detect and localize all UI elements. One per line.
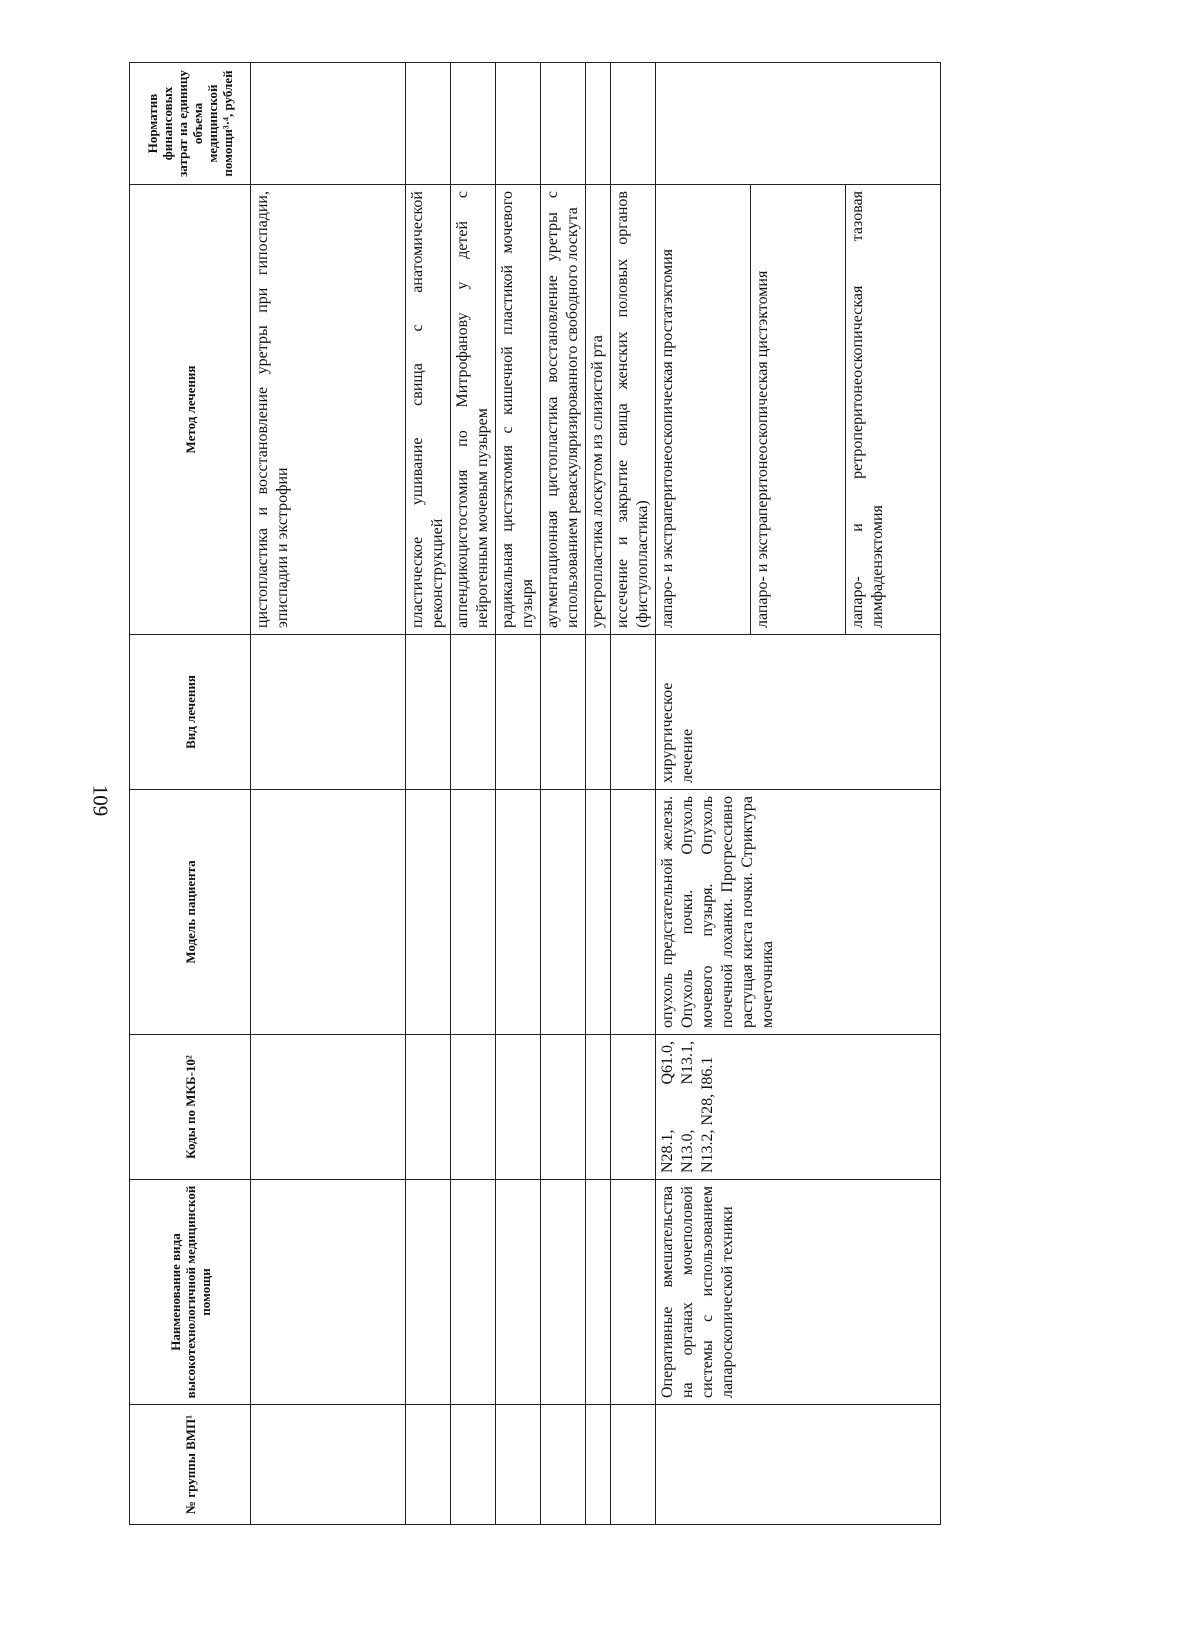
block-method: лапаро- и экстраперитонеоскопическая цистэктомия: [751, 185, 846, 635]
block-icd-codes: N28.1, Q61.0, N13.0, N13.1, N13.2, N28, I86.1: [656, 1035, 941, 1180]
rotated-table-container: [129, 63, 1051, 1525]
block-patient-model: опухоль предстательной железы. Опухоль почки. Опухоль мочевого пузыря. Опухоль почечной лоханки. Прогрессивно растущая киста почки. Стриктура мочеточника: [656, 790, 941, 1035]
block-method: лапаро- и ретроперитонеоскопическая тазовая лимфаденэктомия: [846, 185, 941, 635]
header-treatment-method: Метод лечения: [130, 185, 251, 635]
block-care-name: Оперативные вмешательства на органах мочеполовой системы с использованием лапароскопической техники: [656, 1180, 941, 1405]
cell-care-name: [251, 1180, 406, 1405]
page-number: 109: [88, 784, 113, 817]
cell-method: цистопластика и восстановление уретры при гипоспадии, эписпадии и экстрофии: [251, 185, 406, 635]
continuation-row: [496, 63, 541, 1525]
continuation-row: [406, 63, 451, 1525]
cell-icd-codes: [251, 1035, 406, 1180]
continuation-row: [451, 63, 496, 1525]
header-group: № группы ВМП¹: [130, 1405, 251, 1525]
block-row: [656, 63, 751, 1525]
cell-treatment-type: [251, 635, 406, 790]
cell-group: [251, 1405, 406, 1525]
cell-method: аппендикоцистостомия по Митрофанову у детей с нейрогенным мочевым пузырем: [451, 185, 496, 635]
header-icd-codes: Коды по МКБ-10²: [130, 1035, 251, 1180]
cell-patient-model: [251, 790, 406, 1035]
cell-method: уретропластика лоскутом из слизистой рта: [586, 185, 611, 635]
header-treatment-type: Вид лечения: [130, 635, 251, 790]
block-group: [656, 1405, 941, 1525]
cell-method: пластическое ушивание свища с анатомической реконструкцией: [406, 185, 451, 635]
cell-method: иссечение и закрытие свища женских половых органов (фистулопластика): [611, 185, 656, 635]
vmp-table: [129, 62, 941, 1525]
block-method: лапаро- и экстраперитонеоскопическая простатэктомия: [656, 185, 751, 635]
continuation-row: [611, 63, 656, 1525]
header-care-name: Наименование вида высокотехнологичной медицинской помощи: [130, 1180, 251, 1405]
header-patient-model: Модель пациента: [130, 790, 251, 1035]
continuation-row: [586, 63, 611, 1525]
block-treatment-type: хирургическое лечение: [656, 635, 941, 790]
cell-method: радикальная цистэктомия с кишечной пластикой мочевого пузыря: [496, 185, 541, 635]
header-cost-norm: Норматив финансовых затрат на единицу объема медицинской помощи³·⁴, рублей: [130, 63, 251, 185]
header-row: [130, 63, 251, 1525]
block-cost-norm: [656, 63, 941, 185]
continuation-row: [541, 63, 586, 1525]
cell-method: аугментационная цистопластика восстановление уретры с использованием реваскуляризированного свободного лоскута: [541, 185, 586, 635]
continuation-row: [251, 63, 406, 1525]
cell-cost-norm: [251, 63, 406, 185]
